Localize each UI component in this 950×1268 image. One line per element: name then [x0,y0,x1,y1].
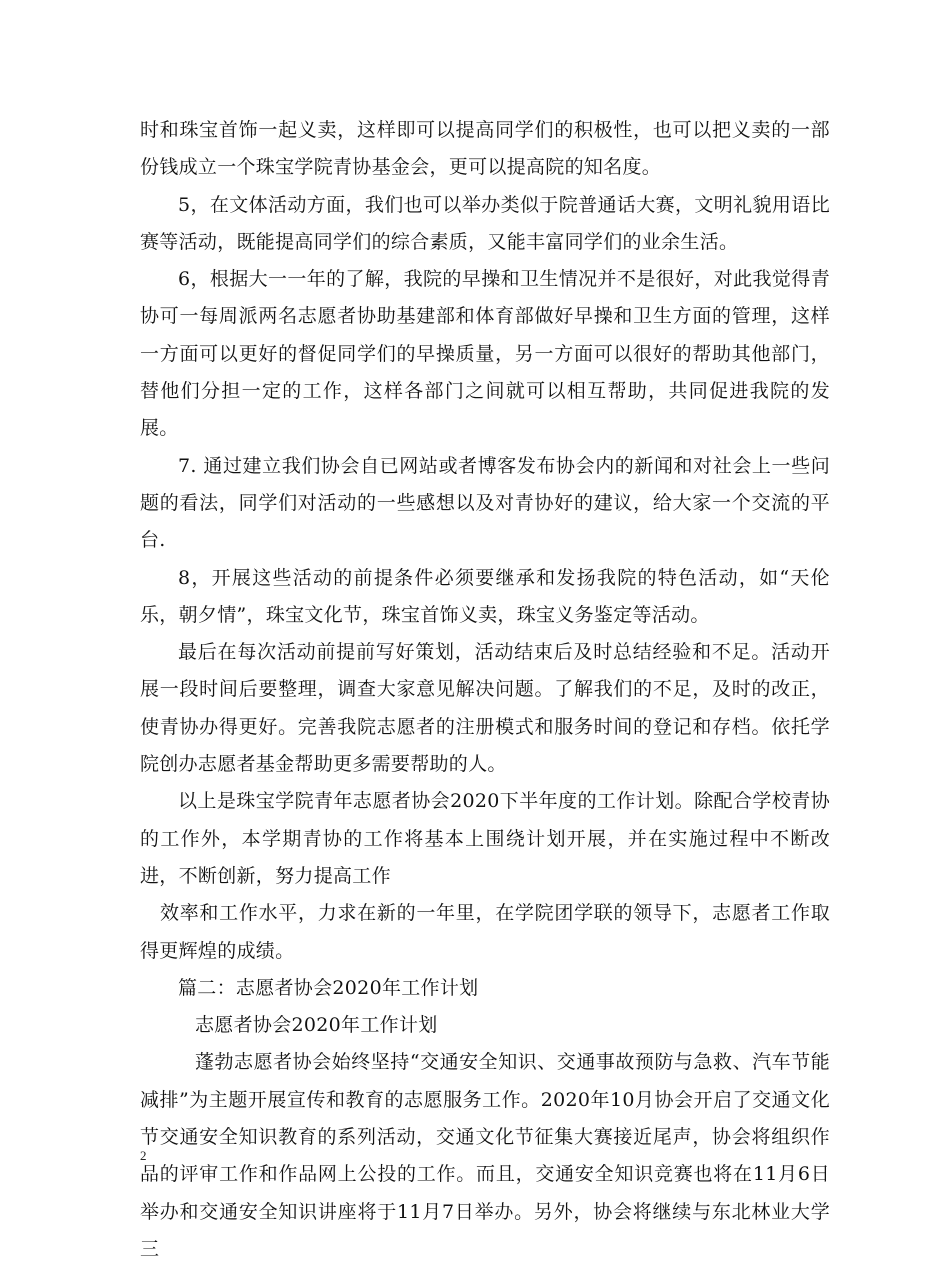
paragraph-jewelry-sale: 时和珠宝首饰一起义卖，这样即可以提高同学们的积极性，也可以把义卖的一部份钱成立一个珠宝学院青协基金会，更可以提高院的知名度。 [140,119,830,179]
section-heading: 篇二：志愿者协会2020年工作计划 [178,976,479,999]
paragraph-conclusion: 最后在每次活动前提前写好策划，活动结束后及时总结经验和不足。活动开展一段时间后要整理，调查大家意见解决问题。了解我们的不足，及时的改正，使青协办得更好。完善我院志愿者的注册模式和服务时间的登记和存档。依托学院创办志愿者基金帮助更多需要帮助的人。 [140,641,830,776]
paragraph-item-7: 7. 通过建立我们协会自已网站或者博客发布协会内的新闻和对社会上一些问题的看法，同学们对活动的一些感想以及对青协好的建议，给大家一个交流的平台. [140,454,830,552]
paragraph-association-intro: 蓬勃志愿者协会始终坚持“交通安全知识、交通事故预防与急救、汽车节能减排”为主题开展宣传和教育的志愿服务工作。2020年10月协会开启了交通文化节交通安全知识教育的系列活动，交通文化节征集大赛接近尾声，协会将组织作品的评审工作和作品网上公投的工作。而且，交通安全知识竞赛也将在11月6日举办和交通安全知识讲座将于11月7日举办。另外，协会将继续与东北林业大学三 [140,1051,830,1260]
paragraph-item-6: 6，根据大一一年的了解，我院的早操和卫生情况并不是很好，对此我觉得青协可一每周派两名志愿者协助基建部和体育部做好早操和卫生方面的管理，这样一方面可以更好的督促同学们的早操质量，另一方面可以很好的帮助其他部门，替他们分担一定的工作，这样各部门之间就可以相互帮助，共同促进我院的发展。 [140,268,830,440]
section-title: 志愿者协会2020年工作计划 [195,1014,438,1037]
paragraph-summary-continued: 效率和工作水平，力求在新的一年里，在学院团学联的领导下，志愿者工作取得更辉煌的成绩。 [140,902,830,962]
paragraph-item-8: 8，开展这些活动的前提条件必须要继承和发扬我院的特色活动，如“天伦乐，朝夕情”，珠宝文化节，珠宝首饰义卖，珠宝义务鉴定等活动。 [140,566,830,626]
page-number: 2 [140,1148,147,1163]
paragraph-item-5: 5，在文体活动方面，我们也可以举办类似于院普通话大赛，文明礼貌用语比赛等活动，既能提高同学们的综合素质，又能丰富同学们的业余生活。 [140,193,830,253]
document-body [140,112,830,1268]
paragraph-summary: 以上是珠宝学院青年志愿者协会2020下半年度的工作计划。除配合学校青协的工作外，本学期青协的工作将基本上围绕计划开展，并在实施过程中不断改进，不断创新，努力提高工作 [140,790,830,887]
